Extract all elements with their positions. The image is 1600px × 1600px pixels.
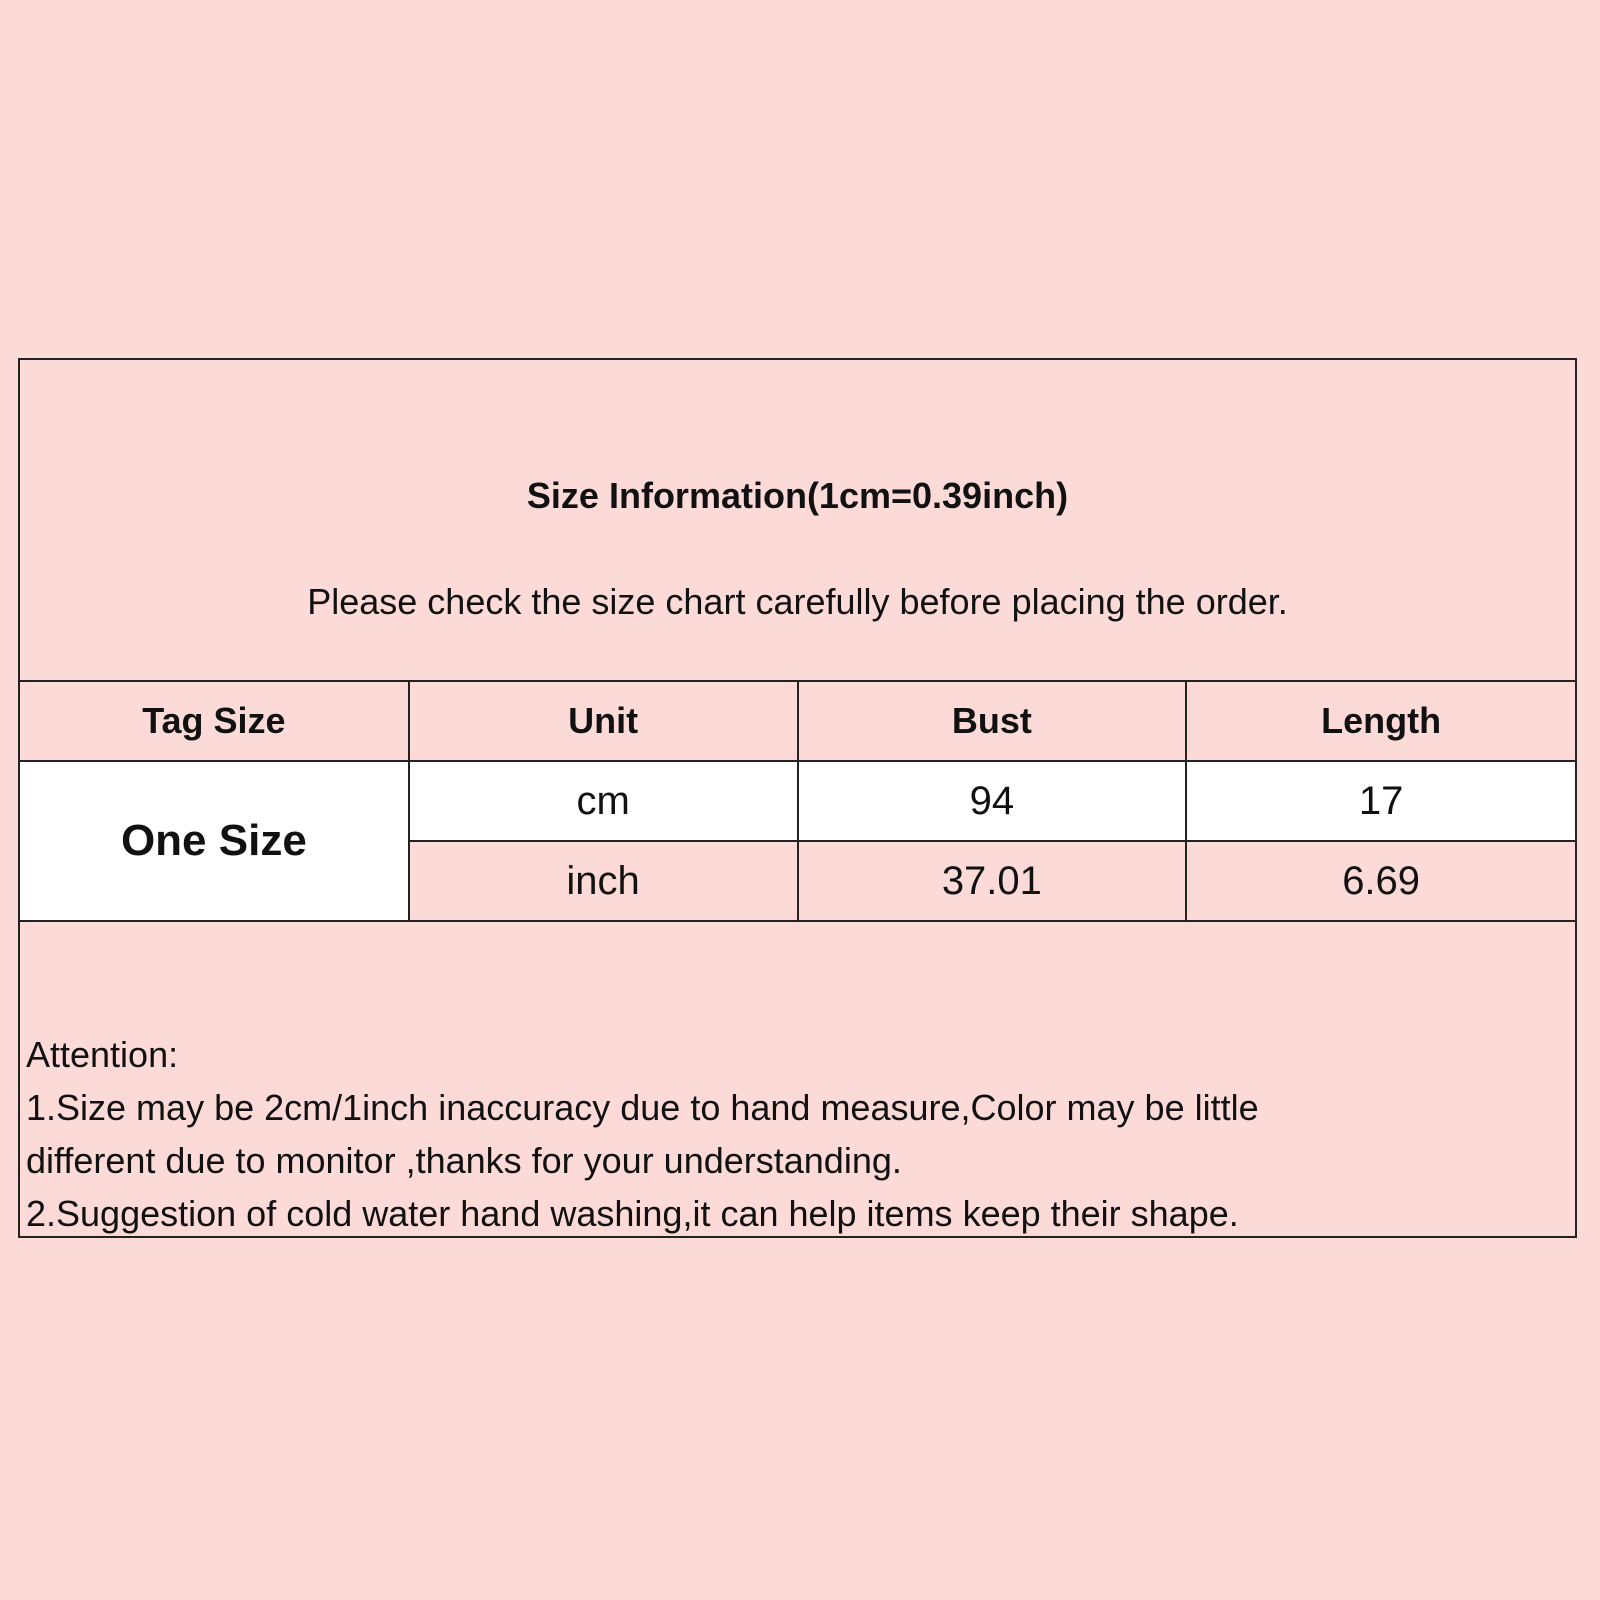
attention-notes (26, 1028, 1259, 1240)
tag-size-cell: One Size (20, 761, 409, 921)
header-bust: Bust (798, 681, 1187, 761)
unit-cell: cm (409, 761, 798, 841)
header-unit: Unit (409, 681, 798, 761)
note-line: different due to monitor ,thanks for your understanding. (26, 1140, 902, 1181)
bust-cell: 94 (798, 761, 1187, 841)
note-line: 2.Suggestion of cold water hand washing,it can help items keep their shape. (26, 1193, 1239, 1234)
bust-cell: 37.01 (798, 841, 1187, 921)
length-cell: 17 (1186, 761, 1575, 841)
size-info-card (18, 358, 1577, 1238)
size-table (20, 680, 1575, 922)
length-cell: 6.69 (1186, 841, 1575, 921)
table-header-row (20, 681, 1575, 761)
header-tag-size: Tag Size (20, 681, 409, 761)
card-header (20, 360, 1575, 680)
note-line: 1.Size may be 2cm/1inch inaccuracy due to hand measure,Color may be little (26, 1087, 1259, 1128)
header-length: Length (1186, 681, 1575, 761)
notes-heading: Attention: (26, 1034, 179, 1075)
table-row (20, 761, 1575, 841)
unit-cell: inch (409, 841, 798, 921)
card-subtitle: Please check the size chart carefully before placing the order. (307, 581, 1288, 622)
card-title: Size Information(1cm=0.39inch) (526, 475, 1069, 516)
